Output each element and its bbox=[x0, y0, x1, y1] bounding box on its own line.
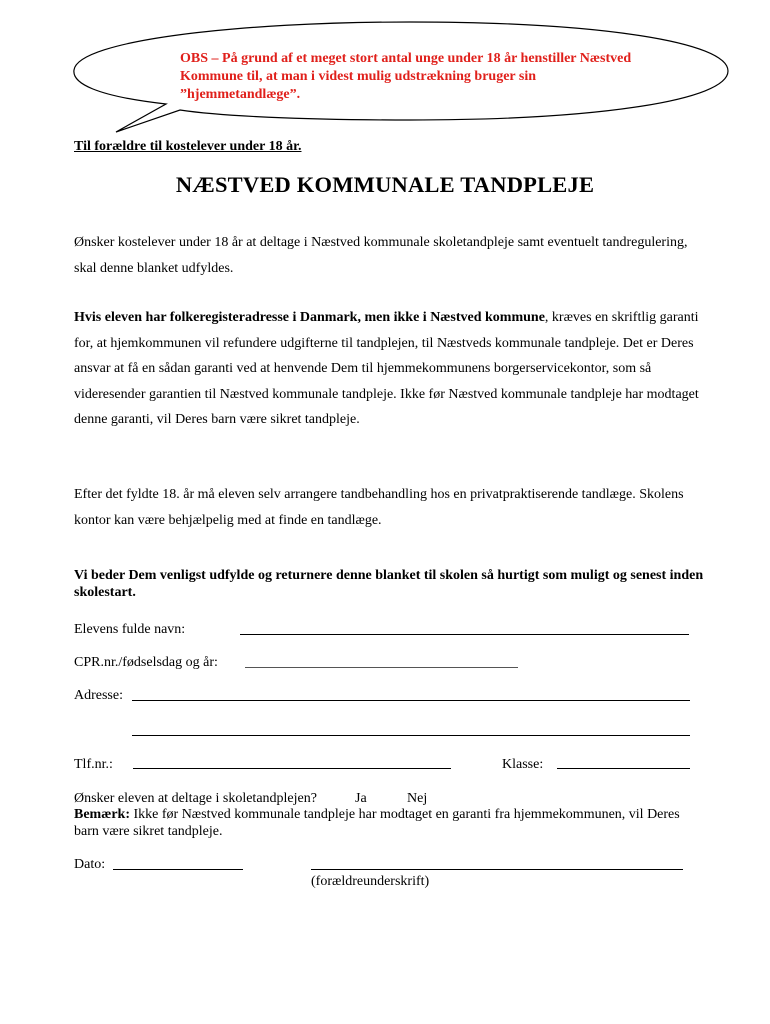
full-name-field[interactable] bbox=[240, 634, 689, 635]
subheading: Til forældre til kostelever under 18 år. bbox=[74, 139, 302, 154]
address-paragraph-rest: , kræves en skriftlig garanti for, at hjemkommunen vil refundere udgifterne til tandplejen, til Næstveds kommunale tandpleje. Det er Deres ansvar at få en sådan garanti ved at henvende Dem til hjemmekommunens borgerservicekontor, som så videresender garantien til Næstved kommunale tandpleje. Ikke før Næstved kommunale tandpleje har modtaget denne garanti, vil Deres barn være sikret tandpleje. bbox=[74, 310, 699, 427]
intro-paragraph: Ønsker kostelever under 18 år at deltage i Næstved kommunale skoletandpleje samt eventuelt tandregulering, skal denne blanket udfyldes. bbox=[74, 235, 688, 276]
date-field[interactable] bbox=[113, 869, 243, 870]
full-name-label: Elevens fulde navn: bbox=[74, 622, 186, 637]
address-field-line1[interactable] bbox=[132, 700, 690, 701]
phone-field[interactable] bbox=[133, 768, 451, 769]
signature-caption: (forældreunderskrift) bbox=[311, 874, 430, 889]
remark-text: Ikke før Næstved kommunale tandpleje har modtaget en garanti fra hjemmekommunen, vil Deres barn være sikret tandpleje. bbox=[74, 807, 680, 839]
remark-label: Bemærk: bbox=[74, 807, 130, 822]
address-paragraph bbox=[74, 305, 704, 433]
participate-question: Ønsker eleven at deltage i skoletandplejen? bbox=[74, 791, 317, 806]
class-field[interactable] bbox=[557, 768, 690, 769]
page-title: NÆSTVED KOMMUNALE TANDPLEJE bbox=[175, 172, 595, 197]
adult-paragraph: Efter det fyldte 18. år må eleven selv arrangere tandbehandling hos en privatpraktiserende tandlæge. Skolens kontor kan være behjælpelig med at finde en tandlæge. bbox=[74, 487, 684, 528]
remark bbox=[74, 806, 704, 840]
yes-option[interactable]: Ja bbox=[355, 791, 367, 806]
class-label: Klasse: bbox=[502, 757, 544, 772]
notice-text: OBS – På grund af et meget stort antal unge under 18 år henstiller Næstved Kommune til, at man i videst mulig udstrækning bruger sin ”hjemmetandlæge”. bbox=[180, 51, 632, 102]
address-paragraph-bold: Hvis eleven har folkeregisteradresse i Danmark, men ikke i Næstved kommune bbox=[74, 310, 545, 325]
no-option[interactable]: Nej bbox=[407, 791, 428, 806]
cpr-label: CPR.nr./fødselsdag og år: bbox=[74, 655, 218, 670]
phone-label: Tlf.nr.: bbox=[74, 757, 113, 772]
address-field-line2[interactable] bbox=[132, 735, 690, 736]
date-label: Dato: bbox=[74, 857, 106, 872]
cpr-field[interactable] bbox=[245, 667, 518, 668]
return-request: Vi beder Dem venligst udfylde og returnere denne blanket til skolen så hurtigt som muligt og senest inden skolestart. bbox=[74, 568, 704, 600]
address-label: Adresse: bbox=[74, 688, 123, 703]
signature-field[interactable] bbox=[311, 869, 683, 870]
